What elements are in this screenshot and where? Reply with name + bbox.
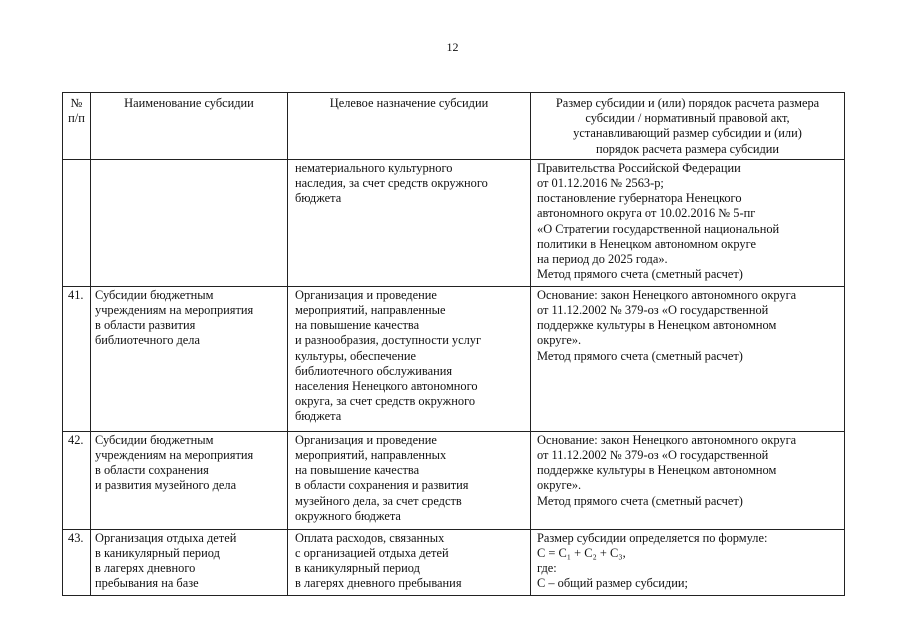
header-num: № п/п [63, 93, 91, 160]
cell-purpose: Оплата расходов, связанных с организацией отдыха детей в каникулярный период в лагерях дневного пребывания [288, 529, 531, 595]
page-number: 12 [446, 40, 459, 54]
cell-name: Субсидии бюджетным учреждениям на мероприятия в области развития библиотечного дела [91, 286, 288, 431]
cell-name: Организация отдыха детей в каникулярный период в лагерях дневного пребывания на базе [91, 529, 288, 595]
table-row [63, 529, 845, 595]
table-row [63, 286, 845, 431]
cell-name [91, 159, 288, 286]
cell-name: Субсидии бюджетным учреждениям на мероприятия в области сохранения и развития музейного дела [91, 431, 288, 529]
header-name: Наименование субсидии [91, 93, 288, 160]
cell-num [63, 159, 91, 286]
cell-basis: Правительства Российской Федерации от 01.12.2016 № 2563-р; постановление губернатора Ненецкого автономного округа от 10.02.2016 № 5-пг «О Стратегии государственной национальной политики в Ненецком автономном округе на период до 2025 года». Метод прямого счета (сметный расчет) [531, 159, 845, 286]
cell-num: 41. [63, 286, 91, 431]
header-purpose: Целевое назначение субсидии [288, 93, 531, 160]
header-basis: Размер субсидии и (или) порядок расчета размера субсидии / нормативный правовой акт, устанавливающий размер субсидии и (или) порядок расчета размера субсидии [531, 93, 845, 160]
cell-purpose: нематериального культурного наследия, за счет средств окружного бюджета [288, 159, 531, 286]
table-header-row [63, 93, 845, 160]
cell-num: 43. [63, 529, 91, 595]
cell-num: 42. [63, 431, 91, 529]
subsidy-table [62, 92, 845, 596]
table-row [63, 431, 845, 529]
cell-basis: Основание: закон Ненецкого автономного округа от 11.12.2002 № 379-оз «О государственной поддержке культуры в Ненецком автономном округе». Метод прямого счета (сметный расчет) [531, 431, 845, 529]
cell-basis: Основание: закон Ненецкого автономного округа от 11.12.2002 № 379-оз «О государственной поддержке культуры в Ненецком автономном округе». Метод прямого счета (сметный расчет) [531, 286, 845, 431]
cell-purpose: Организация и проведение мероприятий, направленных на повышение качества в области сохранения и развития музейного дела, за счет средств окружного бюджета [288, 431, 531, 529]
table-row [63, 159, 845, 286]
cell-purpose: Организация и проведение мероприятий, направленные на повышение качества и разнообразия, доступности услуг культуры, обеспечение библиотечного обслуживания населения Ненецкого автономного округа, за счет средств окружного бюджета [288, 286, 531, 431]
cell-basis: Размер субсидии определяется по формуле: С = С₁ + С₂ + С₃, где: С – общий размер субсидии; [531, 529, 845, 595]
